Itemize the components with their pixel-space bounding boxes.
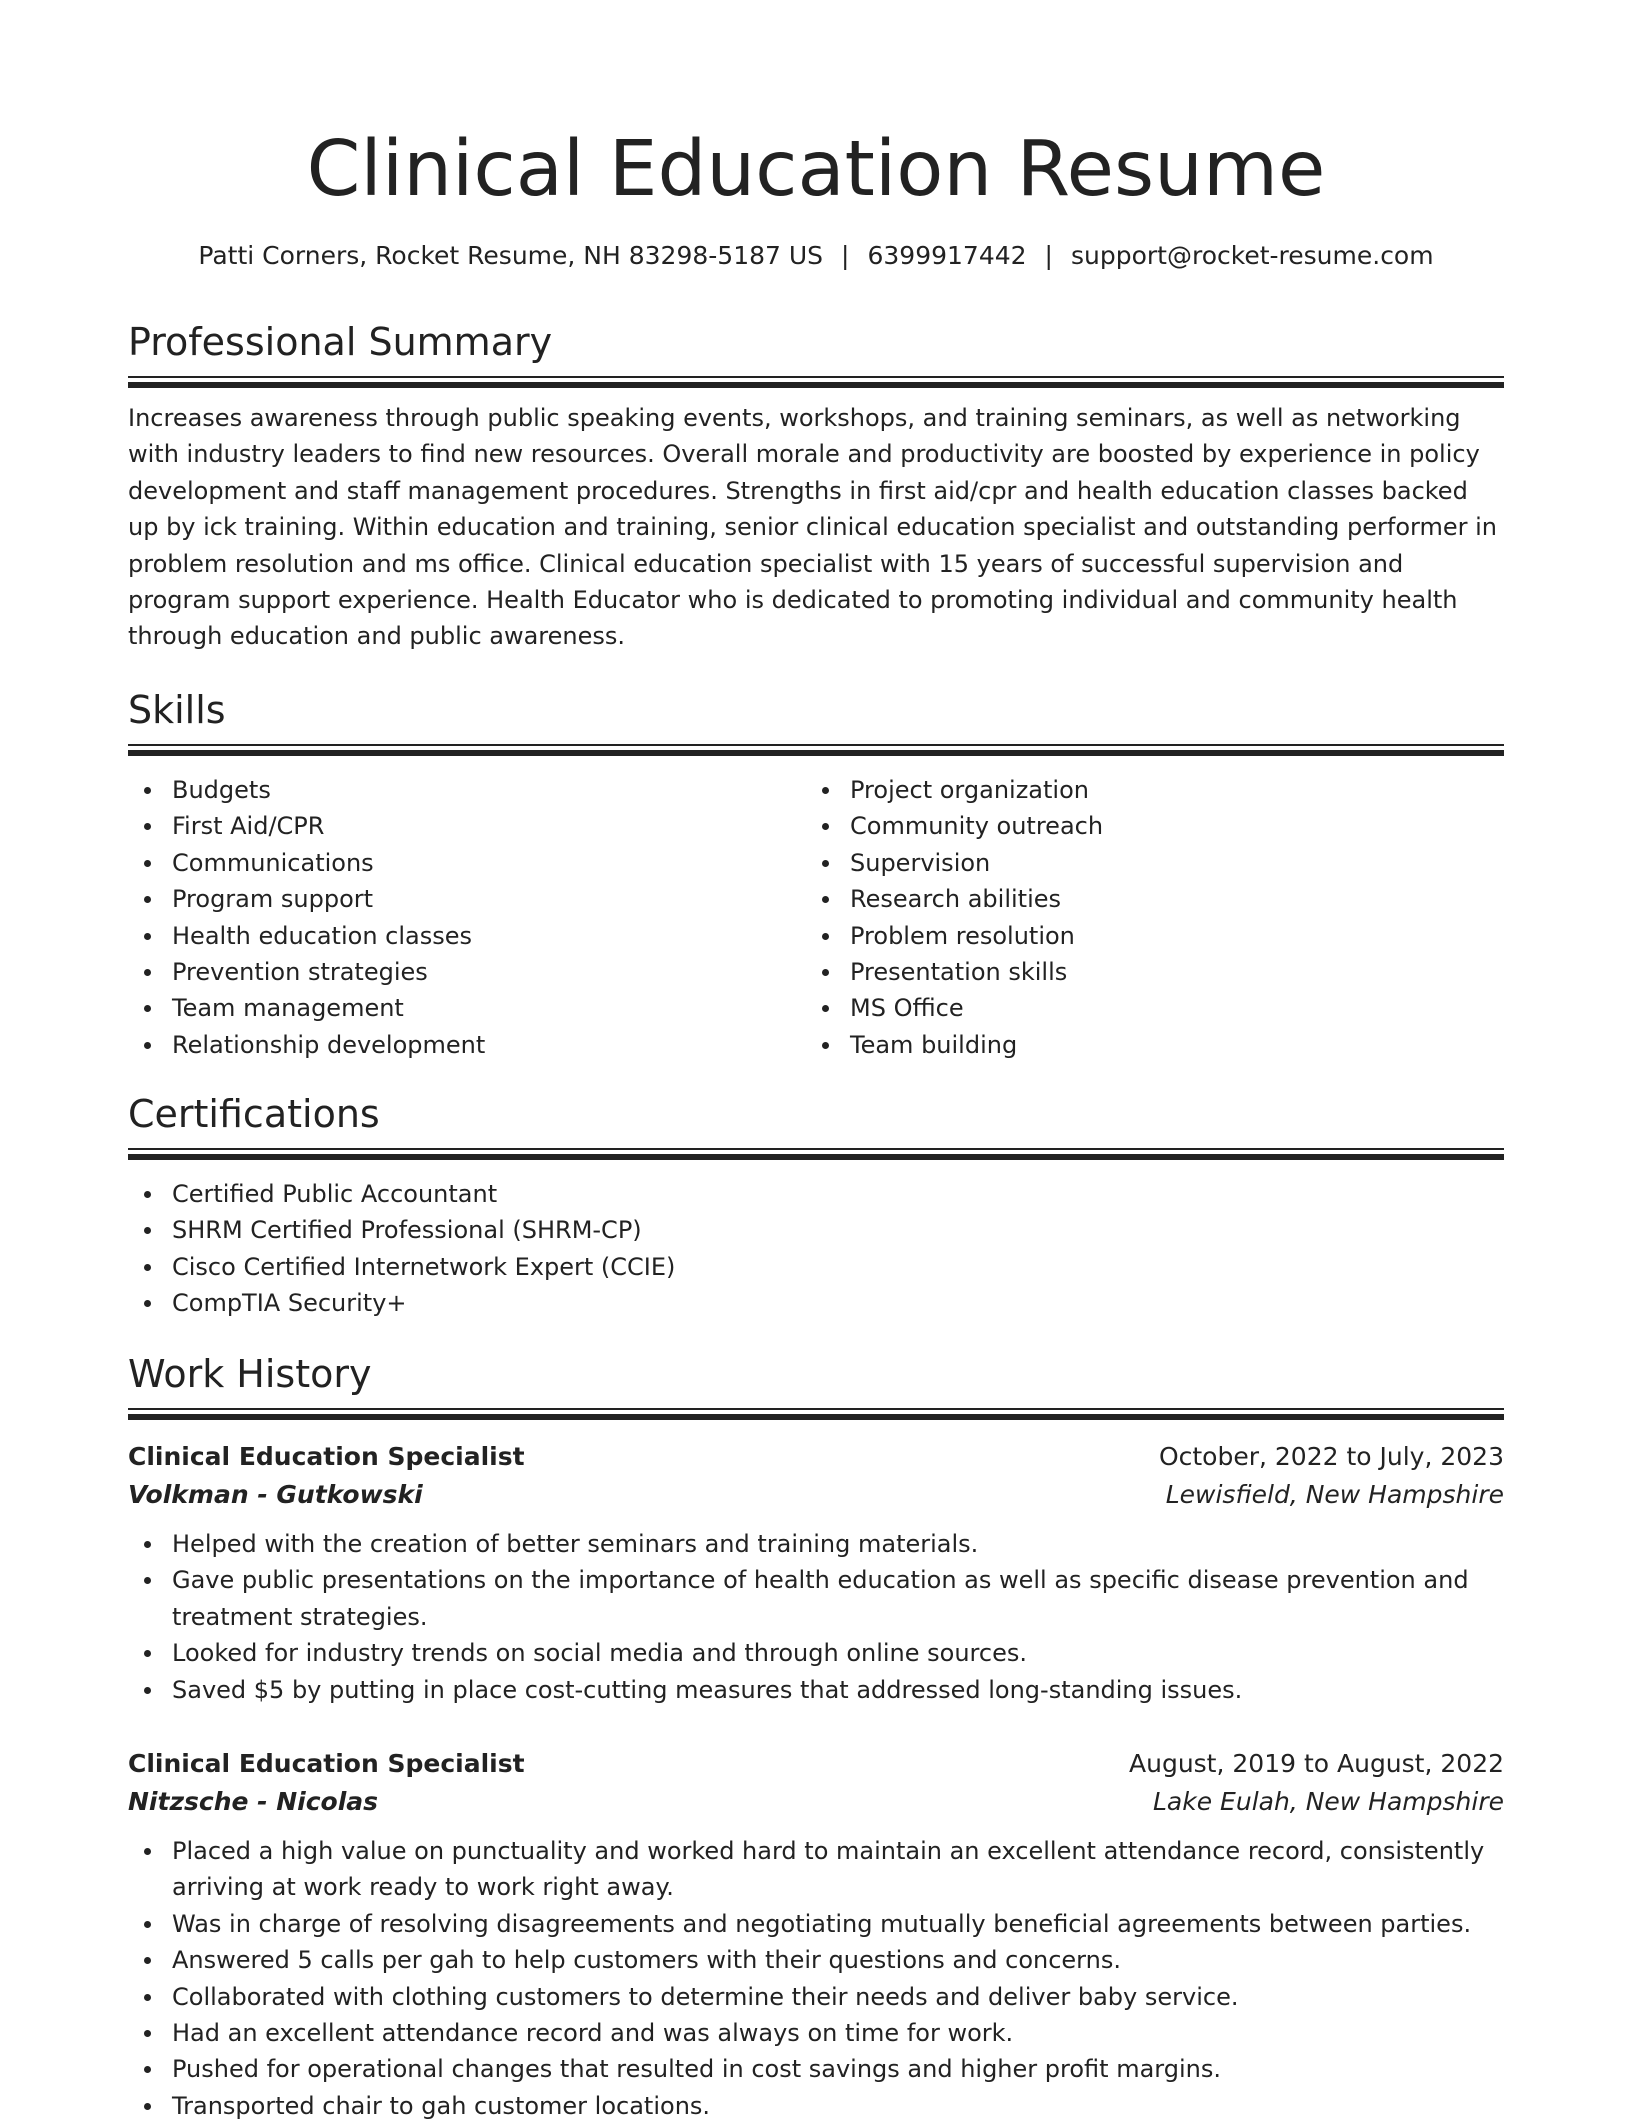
contact-separator: | [1044, 241, 1053, 270]
skill-item: Health education classes [128, 918, 806, 954]
certification-item: CompTIA Security+ [128, 1285, 1504, 1321]
skill-item: Presentation skills [806, 954, 1484, 990]
skill-item: Communications [128, 845, 806, 881]
skill-item: Prevention strategies [128, 954, 806, 990]
skill-item: Budgets [128, 772, 806, 808]
summary-text: Increases awareness through public speaking events, workshops, and training seminars, as well as networking with industry leaders to find new resources. Overall morale and productivity are boosted by experience in policy development and staff management procedures. Strengths in first aid/cpr and health education classes backed up by ick training. Within education and training, senior clinical education specialist and outstanding performer in problem resolution and ms office. Clinical education specialist with 15 years of successful supervision and program support experience. Health Educator who is dedicated to promoting individual and community health through education and public awareness. [128, 404, 1497, 651]
skills-list-right [806, 772, 1484, 1063]
contact-line [128, 238, 1504, 274]
section-divider [128, 376, 1504, 388]
contact-address: Patti Corners, Rocket Resume, NH 83298-5187 US [198, 241, 824, 270]
skill-item: Team building [806, 1027, 1484, 1063]
contact-email: support@rocket-resume.com [1070, 241, 1434, 270]
job-company: Volkman - Gutkowski [128, 1480, 423, 1509]
job-dates: October, 2022 to July, 2023 [1158, 1442, 1504, 1471]
job-company: Nitzsche - Nicolas [128, 1787, 379, 1816]
resume-title: Clinical Education Resume [306, 125, 1326, 214]
section-divider [128, 1148, 1504, 1160]
job-entry [128, 1745, 1504, 2124]
certification-item: SHRM Certified Professional (SHRM-CP) [128, 1212, 1504, 1248]
skill-item: Research abilities [806, 881, 1484, 917]
job-title: Clinical Education Specialist [128, 1442, 525, 1471]
job-duty: Pushed for operational changes that resulted in cost savings and higher profit margins. [128, 2051, 1504, 2087]
job-subheader-row [128, 1476, 1504, 1514]
work-history-section [128, 1350, 1504, 1420]
skill-item: Problem resolution [806, 918, 1484, 954]
job-location: Lake Eulah, New Hampshire [1153, 1787, 1504, 1816]
summary-section [128, 318, 1504, 655]
skills-heading: Skills [128, 688, 226, 732]
section-divider [128, 1408, 1504, 1420]
certifications-heading: Certifications [128, 1092, 380, 1136]
skill-item: Relationship development [128, 1027, 806, 1063]
job-title: Clinical Education Specialist [128, 1749, 525, 1778]
skill-item: Program support [128, 881, 806, 917]
contact-phone: 6399917442 [867, 241, 1027, 270]
summary-heading: Professional Summary [128, 320, 553, 364]
skill-item: Project organization [806, 772, 1484, 808]
job-duty: Gave public presentations on the importance of health education as well as specific disease prevention and treatment strategies. [128, 1562, 1504, 1635]
job-duty: Was in charge of resolving disagreements and negotiating mutually beneficial agreements between parties. [128, 1906, 1504, 1942]
work-history-heading: Work History [128, 1352, 372, 1396]
certification-item: Certified Public Accountant [128, 1176, 1504, 1212]
skill-item: Community outreach [806, 808, 1484, 844]
skill-item: MS Office [806, 990, 1484, 1026]
job-duty: Looked for industry trends on social media and through online sources. [128, 1635, 1504, 1671]
job-duty: Saved $5 by putting in place cost-cutting measures that addressed long-standing issues. [128, 1672, 1504, 1708]
skills-column-left [128, 772, 806, 1063]
skill-item: Supervision [806, 845, 1484, 881]
skill-item: First Aid/CPR [128, 808, 806, 844]
job-duty: Placed a high value on punctuality and worked hard to maintain an excellent attendance record, consistently arriving at work ready to work right away. [128, 1833, 1504, 1906]
skills-columns [128, 772, 1504, 1063]
job-duty: Helped with the creation of better seminars and training materials. [128, 1526, 1504, 1562]
job-duty: Answered 5 calls per gah to help customers with their questions and concerns. [128, 1942, 1504, 1978]
job-duty: Had an excellent attendance record and was always on time for work. [128, 2015, 1504, 2051]
job-subheader-row [128, 1783, 1504, 1821]
job-entry [128, 1438, 1504, 1708]
job-duty: Collaborated with clothing customers to determine their needs and deliver baby service. [128, 1979, 1504, 2015]
certifications-section [128, 1090, 1504, 1322]
job-header-row [128, 1745, 1504, 1783]
contact-separator: | [841, 241, 850, 270]
section-divider [128, 744, 1504, 756]
job-duty: Transported chair to gah customer locations. [128, 2088, 1504, 2124]
certifications-list [128, 1176, 1504, 1322]
job-dates: August, 2019 to August, 2022 [1129, 1749, 1504, 1778]
skill-item: Team management [128, 990, 806, 1026]
job-duties-list [128, 1833, 1504, 2124]
job-location: Lewisfield, New Hampshire [1165, 1480, 1504, 1509]
skills-list-left [128, 772, 806, 1063]
job-duties-list [128, 1526, 1504, 1708]
job-header-row [128, 1438, 1504, 1476]
skills-column-right [806, 772, 1484, 1063]
certification-item: Cisco Certified Internetwork Expert (CCIE) [128, 1249, 1504, 1285]
skills-section [128, 686, 1504, 1063]
